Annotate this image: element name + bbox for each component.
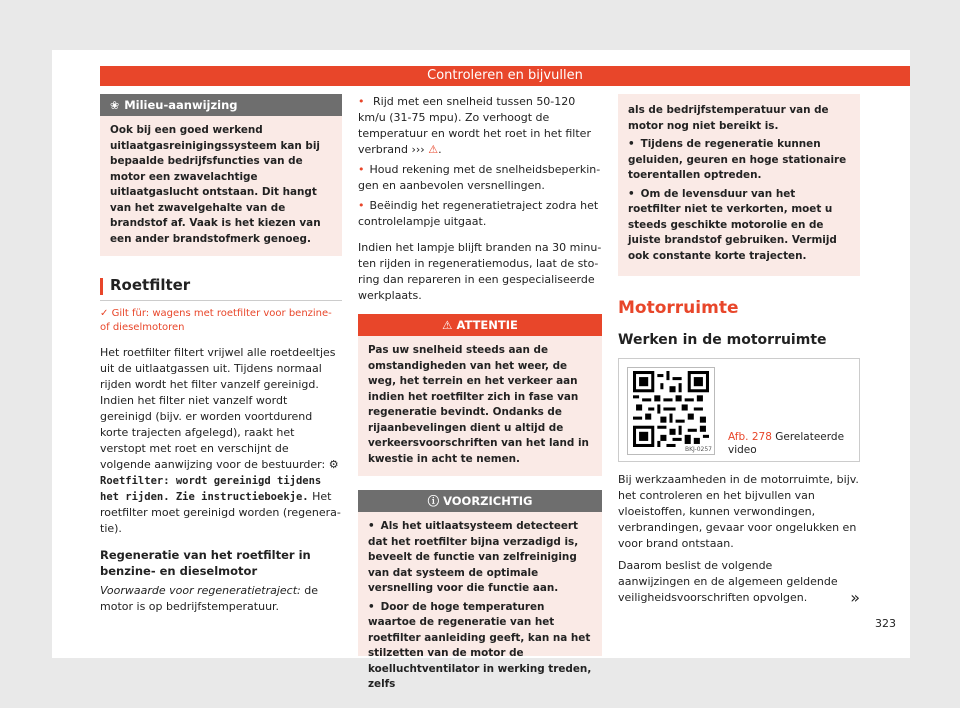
page-number: 323 (875, 617, 896, 630)
attentie-text: Pas uw snelheid steeds aan de omstandigheden van het weer, de weg, het terrein en het verkeer aan indien het roetfilter zich in fase van regeneratie bevindt. Ondanks de rijaanbevelingen dient u altijd de verkeersvoorschriften van het land in kwestie in acht te nemen. (368, 344, 589, 465)
step-2-text: Houd rekening met de snelheidsbeperkingen en aanbevolen versnellingen. (358, 163, 601, 192)
voorzichtig-item: • Tijdens de regeneratie kunnen geluiden, geuren en hoge stationaire toerentallen optreden. (628, 137, 850, 184)
eco-note-header (100, 94, 342, 116)
eco-note-text: Ook bij een goed werkend uitlaatgasreinigingssysteem kan bij bepaalde bedrijfsfuncties van de motor een zwavelachtige uitlaatgaslucht ontstaan. Dit hangt van het zwavelgehalte van de brandstof af. Vaak is het kiezen van een ander brandstofmerk genoeg. (110, 124, 321, 245)
manual-page (52, 50, 910, 690)
figure-number: Afb. 278 (728, 431, 772, 443)
qr-code[interactable] (627, 367, 715, 455)
check-icon: ✓ (100, 308, 109, 319)
warning-icon: ⚠ (442, 318, 453, 332)
motorruimte-title: Motorruimte (618, 298, 739, 318)
column-2 (358, 94, 602, 690)
continue-arrow-icon: » (850, 588, 860, 607)
driver-message: Roetfilter: wordt gereinigd tijdens het rijden. Zie instructieboekje. (100, 475, 322, 503)
figure-caption (728, 431, 859, 457)
step-1: • Rijd met een snelheid tussen 50-120 km/u (31-75 mpu). Zo verhoogt de temperatuur en wordt het roet in het filter verbrand ››› ⚠. (358, 94, 602, 158)
roetfilter-text: Het roetfilter filtert vrijwel alle roetdeeltjes uit de uitlaatgassen uit. Tijdens normaal rijden wordt het filter vanzelf gereinigd. Indien het filter niet vanzelf wordt gereinigd (bijv. er worden voortdurend korte trajecten afgelegd), raakt het verstopt met roet en verschijnt de volgende aanwijzing voor de bestuurder: (100, 346, 336, 471)
motorruimte-paragraph-1: Bij werkzaamheden in de motorruimte, bijv. het controleren en het bijvullen van vloeistoffen, kunnen verwondingen, verbrandingen, gevaar voor ongelukken en voor brand ontstaan. (618, 473, 859, 550)
roetfilter-paragraph (100, 345, 342, 537)
condition-text: de motor is op bedrijfstemperatuur. (100, 584, 318, 613)
column-1 (100, 94, 342, 615)
attentie-box (358, 314, 602, 476)
condition-label: Voorwaarde voor regeneratietraject: (100, 584, 301, 597)
eco-note-box (100, 94, 342, 256)
voorzichtig-item: • Door de hoge temperaturen waartoe de regeneratie van het roetfilter aanleiding geeft, kan na het stilzetten van de motor de koelluchtventilator in werking treden, zelfs (368, 600, 592, 693)
voorzichtig-title: VOORZICHTIG (443, 494, 533, 508)
voorzichtig-continued (618, 94, 860, 276)
attentie-title: ATTENTIE (456, 318, 518, 332)
leaf-icon: ❀ (110, 99, 120, 112)
voorzichtig-box (358, 490, 602, 690)
figure-id: BKJ-0257 (684, 446, 712, 453)
eco-note-title: Milieu-aanwijzing (124, 98, 238, 112)
voorzichtig-item: • Om de levensduur van het roetfilter niet te verkorten, moet u steeds geschikte motorolie en de juiste brandstof gebruiken. Vermijd ook constante korte trajecten. (628, 187, 850, 265)
column-3 (618, 94, 860, 606)
engine-icon: ⚙ (328, 458, 339, 471)
voorzichtig-header (358, 490, 602, 512)
step-3 (358, 198, 602, 230)
lamp-paragraph: Indien het lampje blijft branden na 30 minuten rijden in regeneratiemodus, laat de storing dan repareren in een gespecialiseerde werkplaats. (358, 241, 602, 302)
step-2 (358, 162, 602, 194)
regeneration-subheading: Regeneratie van het roetfilter in benzine- en dieselmotor (100, 548, 311, 578)
voorzichtig-continued-text: als de bedrijfstemperatuur van de motor nog niet bereikt is. (628, 104, 829, 132)
step-3-text: Beëindig het regeneratietraject zodra het controlelampje uitgaat. (358, 199, 599, 228)
applies-to-text: Gilt für: wagens met roetfilter voor benzine- of dieselmotoren (100, 308, 332, 333)
attentie-header (358, 314, 602, 336)
warning-triangle-icon: ⚠ (428, 143, 439, 156)
warning-ref[interactable]: ››› (411, 143, 425, 156)
step-1-text: Rijd met een snelheid tussen 50-120 km/u (31-75 mpu). Zo verhoogt de temperatuur en wordt het roet in het filter verbrand (358, 95, 591, 156)
figure-278 (618, 358, 860, 462)
section-header: Controleren en bijvullen (100, 66, 910, 86)
roetfilter-title: Roetfilter (100, 276, 342, 301)
motorruimte-paragraph-2-text: Daarom beslist de volgende aanwijzingen en de algemeen geldende veiligheidsvoorschriften opvolgen. (618, 559, 838, 604)
qr-code-image (631, 371, 711, 447)
condition-paragraph (100, 583, 342, 615)
info-icon: ⓘ (427, 494, 440, 508)
figure-caption-text: Gerelateerde video (728, 431, 845, 456)
voorzichtig-continued-body (618, 94, 860, 276)
voorzichtig-body (358, 512, 602, 705)
applies-to (100, 307, 342, 335)
motorruimte-paragraph-2 (618, 558, 860, 606)
roetfilter-text-end: Het roetfilter moet gereinigd worden (regeneratie). (100, 490, 341, 535)
voorzichtig-item: • Als het uitlaatsysteem detecteert dat het roetfilter bijna verzadigd is, beveelt de functie van zelfreiniging van dat systeem de optimale versnelling voor die functie aan. (368, 519, 592, 597)
motorruimte-subtitle: Werken in de motorruimte (618, 332, 827, 348)
